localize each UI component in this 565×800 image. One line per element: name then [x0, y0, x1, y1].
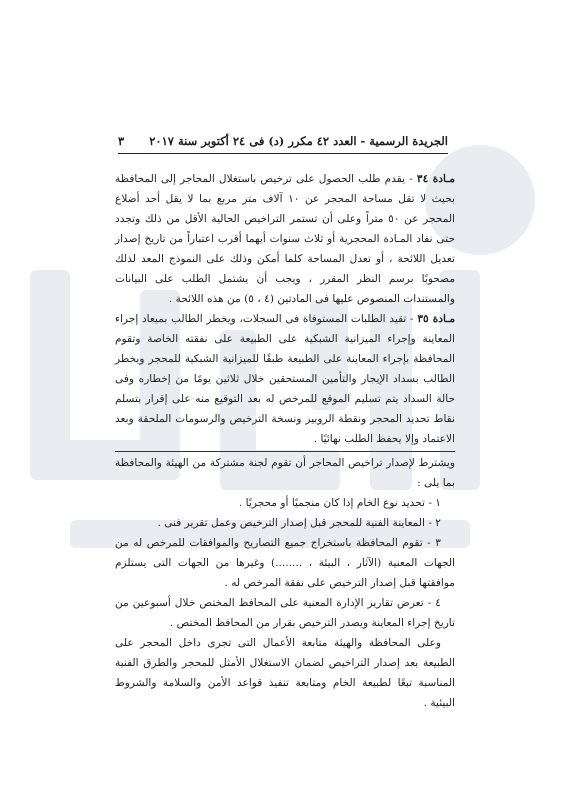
conditions-intro: ويشترط لإصدار تراخيص المحاجر أن تقوم لجنة مشتركة من الهيئة والمحافظة بما يلى :	[115, 457, 455, 489]
header-divider	[118, 153, 448, 154]
article-34-text: - يقدم طلب الحصول على ترخيص باستغلال المحاجر إلى المحافظة بحيث لا تقل مساحة المحجر عن ١٠ آلاف متر مربع بما لا يقل أحد أضلاع المحجر عن ٥٠ متراً وعلى أن تستمر التراخيص الحالية الأقل من ذلك وتجدد حتى نفاد المـادة المحجرية أو ثلاث سنوات أيهما أقرب اعتباراً من تاريخ إصدار تعديل اللائحة ، أو تعدل المساحة كلما أمكن وذلك على النموذج المعد لذلك مصحوبًا برسم النظر المقرر ، ويجب أن يشتمل الطلب على البيانات والمستندات المنصوص عليها فى المادتين (٤ ، ٥) من هذه اللائحة .	[115, 173, 455, 305]
condition-item: ٢ - المعاينة الفنية للمحجر قبل إصدار الترخيص وعمل تقرير فنى .	[157, 517, 441, 529]
section-divider	[115, 451, 455, 452]
article-34	[115, 169, 455, 309]
article-35	[115, 309, 455, 449]
condition-item: ١ - تحديد نوع الخام إذا كان منجميًا أو محجريًا .	[238, 497, 441, 509]
article-35-text: - تقيد الطلبات المستوفاة فى السجلات، ويخطر الطالب بميعاد إجراء المعاينة وإجراء الميزانية الشبكية على الطبيعة على نفقته الخاصة وتقوم المحافظة بإجراء المعاينة على الطبيعة طبقًا للميزانية الشبكية للمحجر ويخطر الطالب بسداد الإيجار والتأمين المستحقين خلال ثلاثين يومًا من إخطاره وفى حالة السداد يتم تسليم الموقع للمرخص له بعد التوقيع منه على إقرار بتسلم نقاط تحديد المحجر ونقطة الروبير ونسخة الترخيص والرسومات الملحقة وبعد الاعتماد وإلا يحفظ الطلب نهائيًا .	[115, 313, 455, 445]
page-header	[118, 134, 448, 148]
closing-paragraph: وعلى المحافظة والهيئة متابعة الأعمال التى تجرى داخل المحجر على الطبيعة بعد إصدار التراخيص لضمان الاستغلال الأمثل للمحجر والطرق الفنية المناسبة تبعًا لطبيعة الخام ومتابعة تنفيذ قواعد الأمن والسلامة والشروط البيئية .	[115, 637, 455, 709]
page-number: ٣	[118, 134, 125, 148]
document-body	[115, 169, 455, 713]
condition-item: ٤ - تعرض تقارير الإدارة المعنية على المحافظ المختص خلال أسبوعين من تاريخ إجراء المعاينة ويصدر الترخيص بقرار من المحافظ المختص .	[115, 597, 455, 629]
article-35-label: مـادة ٣٥	[417, 313, 455, 325]
gazette-header-title: الجريدة الرسمية - العدد ٤٢ مكرر (د) فى ٢٤ أكتوبر سنة ٢٠١٧	[149, 134, 448, 148]
article-34-label: مـادة ٣٤	[416, 173, 455, 185]
condition-item: ٣ - تقوم المحافظة باستخراج جميع التصاريح والموافقات للمرخص له من الجهات المعنية (الآثار ، البيئة ، ........) وغيرها من الجهات التى يستلزم موافقتها قبل إصدار الترخيص على نفقة المرخص له .	[115, 537, 455, 589]
